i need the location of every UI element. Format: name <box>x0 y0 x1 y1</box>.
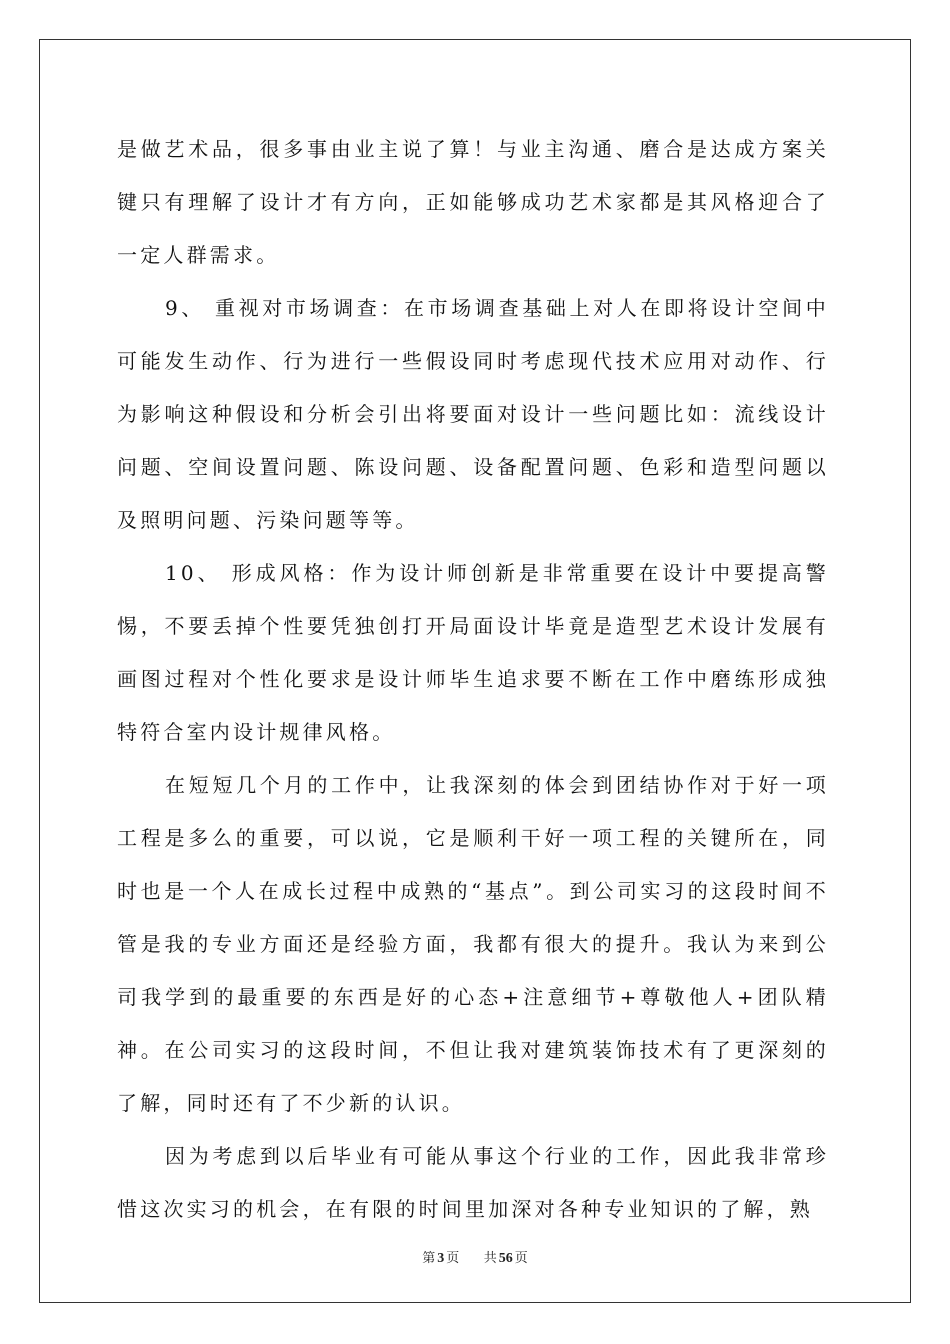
paragraph-5: 因为考虑到以后毕业有可能从事这个行业的工作，因此我非常珍惜这次实习的机会，在有限的时间里加深对各种专业知识的了解，熟 <box>117 1144 829 1221</box>
page-total: 共 56 页 <box>483 1251 528 1266</box>
paragraph-1: 是做艺术品，很多事由业主说了算！与业主沟通、磨合是达成方案关键只有理解了设计才有方向，正如能够成功艺术家都是其风格迎合了一定人群需求。 <box>117 137 829 267</box>
paragraph-3: 10、 形成风格：作为设计师创新是非常重要在设计中要提高警惕，不要丢掉个性要凭独创打开局面设计毕竟是造型艺术设计发展有画图过程对个性化要求是设计师毕生追求要不断在工作中磨练形成独特符合室内设计规律风格。 <box>117 561 829 744</box>
document-body <box>117 123 829 1236</box>
page-footer <box>0 1247 950 1267</box>
paragraph-2: 9、 重视对市场调查：在市场调查基础上对人在即将设计空间中可能发生动作、行为进行一些假设同时考虑现代技术应用对动作、行为影响这种假设和分析会引出将要面对设计一些问题比如：流线设计问题、空间设置问题、陈设问题、设备配置问题、色彩和造型问题以及照明问题、污染问题等等。 <box>117 296 829 532</box>
paragraph-4: 在短短几个月的工作中，让我深刻的体会到团结协作对于好一项工程是多么的重要，可以说，它是顺利干好一项工程的关键所在，同时也是一个人在成长过程中成熟的“基点”。到公司实习的这段时间不管是我的专业方面还是经验方面，我都有很大的提升。我认为来到公司我学到的最重要的东西是好的心态+注意细节+尊敬他人+团队精神。在公司实习的这段时间，不但让我对建筑装饰技术有了更深刻的了解，同时还有了不少新的认识。 <box>117 773 829 1115</box>
page-number: 第 3 页 <box>422 1251 460 1266</box>
